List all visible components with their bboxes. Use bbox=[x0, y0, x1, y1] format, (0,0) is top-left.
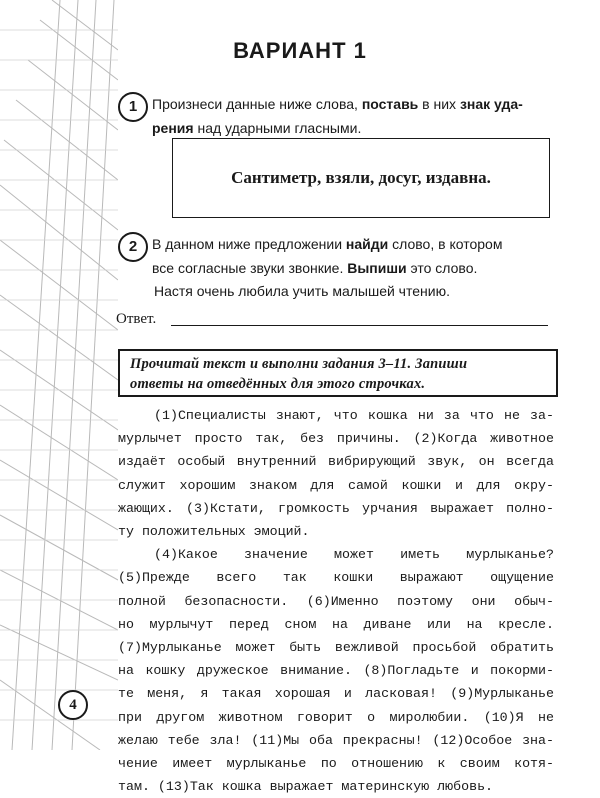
text-line: чение имеет мурлыканье по отношению к своим котя- bbox=[118, 756, 554, 772]
text-line: (7)Мурлыканье может быть вежливой просьбой обратить bbox=[118, 640, 554, 656]
notebook-margin-lines bbox=[0, 0, 118, 750]
text-line: (4)Какое значение может иметь мурлыканье? bbox=[154, 547, 554, 563]
text-line: ту положительных эмоций. bbox=[118, 524, 310, 540]
text-line: жающих. (3)Кстати, громкость урчания выражает полно- bbox=[118, 500, 554, 516]
task-2-sentence: Настя очень любила учить малышей чтению. bbox=[154, 283, 450, 299]
instruction-line-2: ответы на отведённых для этого строчках. bbox=[130, 376, 426, 392]
instruction-line-1: Прочитай текст и выполни задания 3–11. Запиши bbox=[130, 356, 468, 372]
text-line: но мурлычут перед сном на диване или на кресле. bbox=[118, 616, 554, 632]
task-1-number-badge: 1 bbox=[118, 92, 148, 122]
task-2-prompt bbox=[152, 232, 552, 280]
task-2-number-badge: 2 bbox=[118, 232, 148, 262]
text-line: издаёт особый внутренний вибрирующий звук, он всегда bbox=[118, 454, 554, 470]
words-box: Сантиметр, взяли, досуг, издавна. bbox=[172, 138, 550, 218]
text-line: там. (13)Так кошка выражает материнскую любовь. bbox=[118, 779, 494, 795]
task-1-prompt-line-2: рения над ударными гласными. bbox=[152, 120, 362, 136]
page-title: ВАРИАНТ 1 bbox=[233, 38, 367, 63]
page-number: 4 bbox=[58, 690, 88, 720]
answer-label: Ответ. bbox=[116, 311, 157, 327]
task-1-prompt-line-1: Произнеси данные ниже слова, поставь в них знак уда- bbox=[152, 96, 523, 112]
task-2-prompt-line-2: все согласные звуки звонкие. Выпиши это слово. bbox=[152, 260, 478, 276]
text-line: служит хорошим знаком для самой кошки и для окру- bbox=[118, 477, 554, 493]
instruction-box bbox=[118, 349, 558, 397]
task-2-prompt-line-1: В данном ниже предложении найди слово, в котором bbox=[152, 236, 503, 252]
text-line: при другом животном говорит о миролюбии. (10)Я не bbox=[118, 709, 554, 725]
text-line: полной безопасности. (6)Именно поэтому они обыч- bbox=[118, 593, 554, 609]
reading-text bbox=[118, 404, 554, 798]
text-line: мурлычет просто так, без причины. (2)Когда животное bbox=[118, 431, 554, 447]
text-line: желаю тебе зла! (11)Мы оба прекрасны! (12)Особое зна- bbox=[118, 732, 554, 748]
text-line: на кошку дружеское внимание. (8)Погладьте и покорми- bbox=[118, 663, 554, 679]
task-1-prompt bbox=[152, 92, 552, 140]
text-line: (5)Прежде всего так кошки выражают ощущение bbox=[118, 570, 554, 586]
answer-line[interactable] bbox=[171, 325, 548, 326]
text-line: (1)Специалисты знают, что кошка ни за что не за- bbox=[154, 408, 554, 423]
text-line: те меня, я такая хорошая и ласковая! (9)Мурлыканье bbox=[118, 686, 554, 702]
